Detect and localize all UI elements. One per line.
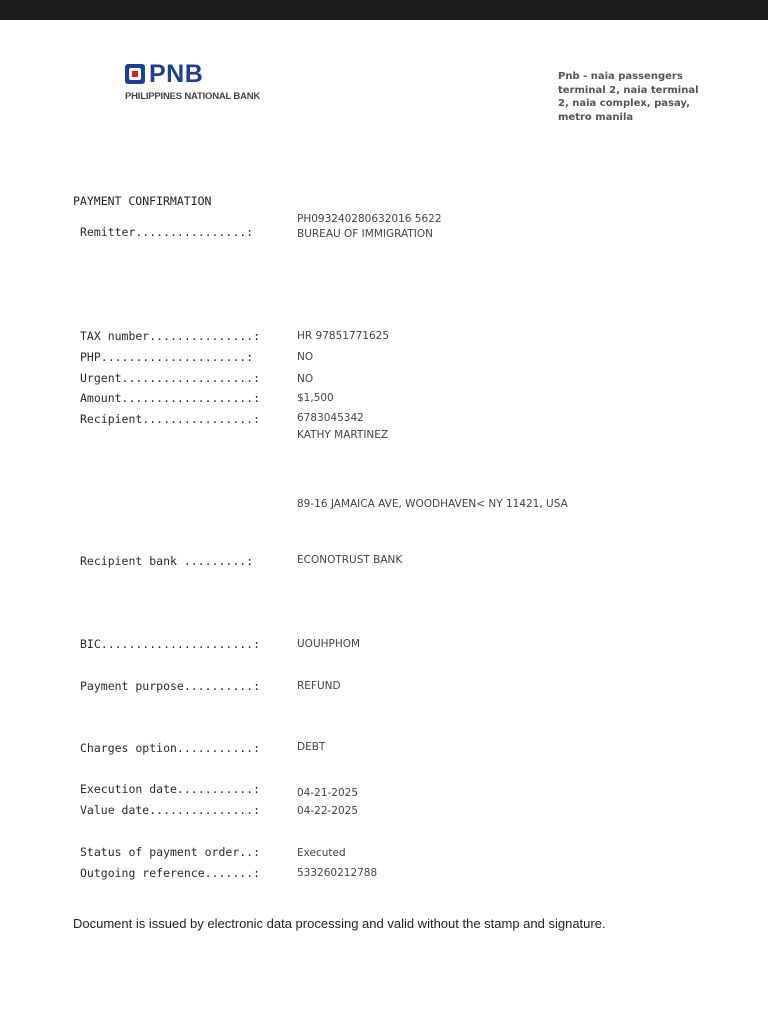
logo-subtitle: PHILIPPINES NATIONAL BANK: [125, 91, 261, 102]
amount-label: Amount...................:: [80, 391, 261, 405]
urgent-value: NO: [297, 373, 314, 385]
payment-purpose-label: Payment purpose..........:: [80, 679, 261, 693]
bic-label: BIC......................:: [80, 637, 261, 651]
charges-option-value: DEBT: [297, 741, 326, 753]
bic-value: UOUHPHOM: [297, 638, 361, 650]
pnb-emblem-icon: [125, 64, 145, 84]
recipient-bank-label: Recipient bank .........:: [80, 554, 254, 568]
tax-number-label: TAX number...............:: [80, 329, 261, 343]
logo-text: PNB: [149, 60, 204, 88]
recipient-address: 89-16 JAMAICA AVE, WOODHAVEN< NY 11421, USA: [297, 498, 568, 510]
tax-number-value: HR 97851771625: [297, 330, 390, 342]
branch-address: Pnb - naia passengers terminal 2, naia terminal 2, naia complex, pasay, metro manila: [558, 71, 699, 123]
remitter-label: Remitter................:: [80, 225, 254, 239]
recipient-bank-value: ECONOTRUST BANK: [297, 554, 403, 566]
remitter-name: BUREAU OF IMMIGRATION: [297, 228, 433, 240]
value-date-label: Value date...............:: [80, 803, 261, 817]
amount-value: $1,500: [297, 392, 334, 404]
php-label: PHP.....................:: [80, 350, 254, 364]
urgent-label: Urgent...................:: [80, 371, 261, 385]
execution-date-label: Execution date...........:: [80, 782, 261, 796]
payment-purpose-value: REFUND: [297, 680, 341, 692]
remitter-id: PH093240280632016 5622: [297, 213, 442, 225]
php-value: NO: [297, 351, 314, 363]
bank-logo: [125, 61, 260, 102]
status-label: Status of payment order..:: [80, 845, 261, 859]
execution-date-value: 04-21-2025: [297, 787, 359, 799]
charges-option-label: Charges option...........:: [80, 741, 261, 755]
recipient-account: 6783045342: [297, 412, 364, 424]
top-bar: [0, 0, 768, 20]
recipient-name: KATHY MARTINEZ: [297, 429, 389, 441]
status-value: Executed: [297, 847, 346, 859]
document-footer: Document is issued by electronic data processing and valid without the stamp and signature.: [73, 916, 606, 931]
value-date-value: 04-22-2025: [297, 805, 359, 817]
outgoing-reference-value: 533260212788: [297, 867, 378, 879]
document-title: PAYMENT CONFIRMATION: [73, 194, 212, 208]
outgoing-reference-label: Outgoing reference.......:: [80, 866, 261, 880]
recipient-label: Recipient................:: [80, 412, 261, 426]
